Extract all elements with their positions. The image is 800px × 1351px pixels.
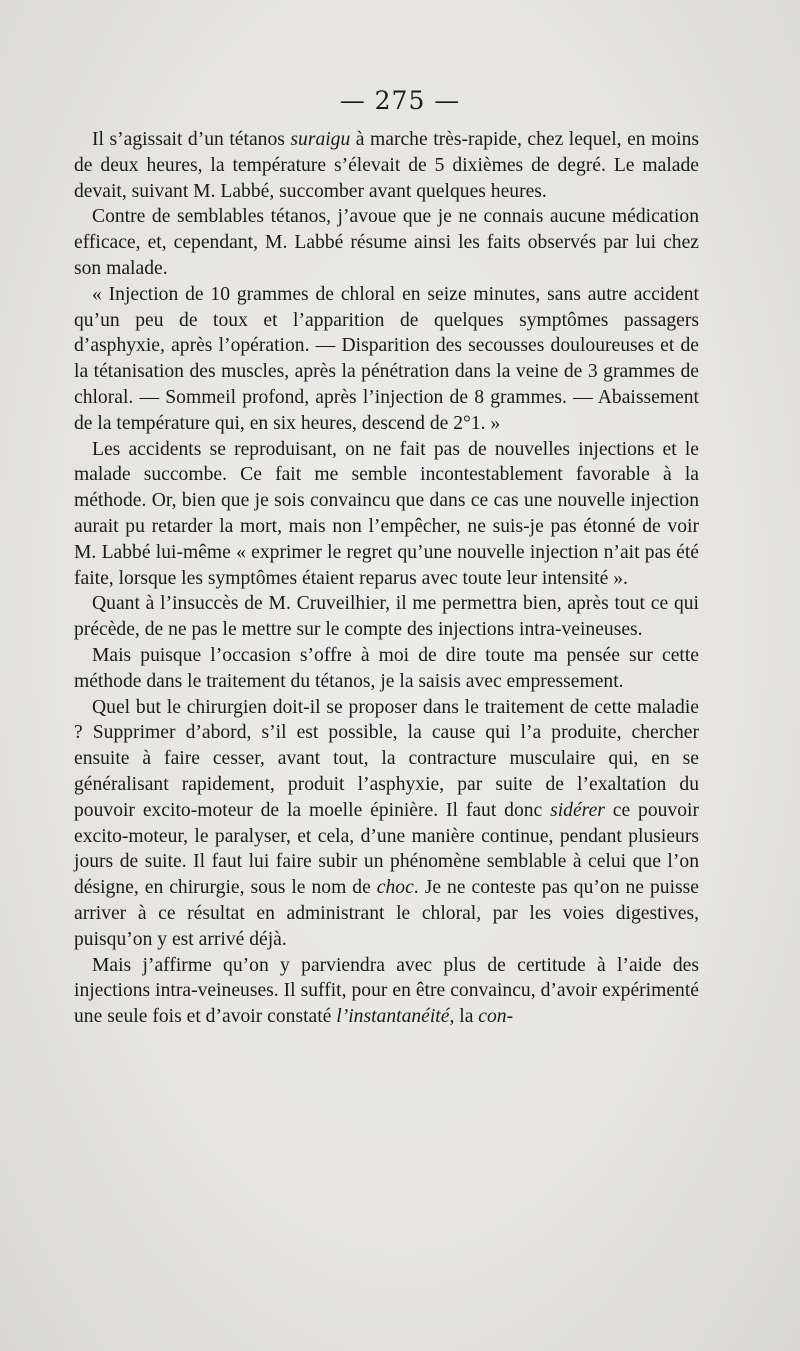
italic-text: l’instantanéité xyxy=(336,1006,450,1028)
paragraph xyxy=(74,127,699,204)
text-run: « Injection de 10 grammes de chloral en seize minutes, sans autre accident qu’un peu de toux et l’apparition de quelques symptômes passagers d’asphyxie, après l’opération. — Disparition des secousses douloureuses et de la tétanisation des muscles, après la pénétration dans la veine de 3 grammes de chloral. — Sommeil profond, après l’injection de 8 grammes. — Abaissement de la température qui, en six heures, descend de 2°1. » xyxy=(74,283,699,434)
paragraph xyxy=(74,204,699,281)
text-run: Mais puisque l’occasion s’offre à moi de dire toute ma pensée sur cette méthode dans le traitement du tétanos, je la saisis avec empressement. xyxy=(74,644,699,692)
paragraph xyxy=(74,953,699,1030)
text-run: Contre de semblables tétanos, j’avoue que je ne connais aucune médication efficace, et, cependant, M. Labbé résume ainsi les faits observés par lui chez son malade. xyxy=(74,206,699,279)
italic-text: choc xyxy=(376,877,414,899)
italic-text: con- xyxy=(478,1006,514,1028)
page-number: — 275 — xyxy=(339,86,461,115)
body-text xyxy=(74,127,699,1030)
paragraph xyxy=(74,437,699,592)
text-run: Il s’agissait d’un tétanos xyxy=(92,129,291,150)
paragraph xyxy=(74,695,699,953)
paragraph xyxy=(74,591,699,643)
text-run: Les accidents se reproduisant, on ne fait pas de nouvelles injections et le malade succombe. Ce fait me semble incontestablement favorable à la méthode. Or, bien que je sois convaincu que dans ce cas une nouvelle injection aurait pu retarder la mort, mais non l’empêcher, ne suis-je pas étonné de voir M. Labbé lui-même « exprimer le regret qu’une nouvelle injection n’ait pas été faite, lorsque les symptômes étaient reparus avec toute leur intensité ». xyxy=(74,438,699,589)
text-run: Quant à l’insuccès de M. Cruveilhier, il me permettra bien, après tout ce qui précède, de ne pas le mettre sur le compte des injections intra-veineuses. xyxy=(74,593,699,641)
text-run: . Je ne conteste pas qu’on ne puisse arriver à ce résultat en administrant le chloral, par les voies digestives, puisqu’on y est arrivé déjà. xyxy=(74,877,699,950)
text-run: Mais j’affirme qu’on y parviendra avec plus de certitude à l’aide des injections intra-veineuses. Il suffit, pour en être convaincu, d’avoir expérimenté une seule fois et d’avoir constaté xyxy=(74,954,699,1028)
text-run: ce pouvoir excito-moteur, le paralyser, et cela, d’une manière continue, pendant plusieurs jours de suite. Il faut lui faire subir un phénomène semblable à celui que l’on désigne, en chirurgie, sous le nom de xyxy=(74,799,699,899)
paragraph xyxy=(74,282,699,437)
text-run: à marche très-rapide, chez lequel, en moins de deux heures, la température s’élevait de 5 dixièmes de degré. Le malade devait, suivant M. Labbé, succomber avant quelques heures. xyxy=(74,129,699,202)
paragraph xyxy=(74,643,699,695)
italic-text: suraigu xyxy=(290,129,351,150)
italic-text: sidérer xyxy=(550,799,605,821)
text-run: Quel but le chirurgien doit-il se proposer dans le traitement de cette maladie ? Supprimer d’abord, s’il est possible, la cause qui l’a produite, chercher ensuite à faire cesser, avant tout, la contracture musculaire qui, en se généralisant rapidement, produit l’asphyxie, par suite de l’exaltation du pouvoir excito-moteur de la moelle épinière. Il faut donc xyxy=(74,696,699,821)
text-run: , la xyxy=(449,1006,479,1028)
